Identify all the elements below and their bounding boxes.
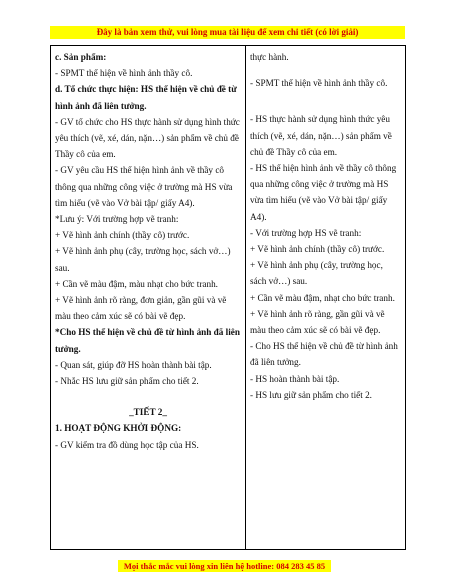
- student-activities-column: [246, 46, 406, 550]
- student-step: + Vẽ hình ảnh chính (thầy cô) trước.: [250, 244, 385, 255]
- note-heading: *Lưu ý: Với trường hợp vẽ tranh:: [55, 214, 179, 225]
- spacer: [250, 91, 401, 101]
- teacher-activities-column: [51, 46, 246, 550]
- product-heading: c. Sản phẩm:: [55, 52, 107, 62]
- warm-up-heading: 1. HOẠT ĐỘNG KHỞI ĐỘNG:: [55, 423, 182, 434]
- note-item: + Vẽ hình ảnh chính (thầy cô) trước.: [55, 230, 190, 241]
- teacher-step: - Quan sát, giúp đỡ HS hoàn thành bài tập.: [55, 359, 212, 370]
- teacher-step: - Nhắc HS lưu giữ sản phẩm cho tiết 2.: [55, 376, 199, 387]
- hotline-footer: Mọi thắc mắc vui lòng xin liên hệ hotline: 084 283 45 85: [118, 560, 331, 572]
- preview-notice-banner: Đây là bản xem thử, vui lòng mua tài liệu để xem chi tiết (có lời giải): [50, 26, 405, 39]
- student-step: - Cho HS thể hiện về chủ đề từ hình ảnh đã liên tưởng.: [250, 341, 398, 368]
- student-step: - HS hoàn thành bài tập.: [250, 373, 340, 384]
- note-item: + Cần vẽ màu đậm, màu nhạt cho bức tranh.: [55, 278, 218, 289]
- lesson-plan-table: [50, 45, 406, 550]
- spacer: [55, 389, 241, 404]
- teacher-step: - GV kiểm tra đồ dùng học tập của HS.: [55, 439, 199, 450]
- student-step: thực hành.: [250, 52, 289, 62]
- spacer: [250, 101, 401, 111]
- student-step: + Cần vẽ màu đậm, nhạt cho bức tranh.: [250, 292, 395, 303]
- note-item: + Vẽ hình ảnh phụ (cây, trường học, sách vở…) sau.: [55, 246, 231, 273]
- table-row: [51, 46, 406, 550]
- student-step: - HS thể hiện hình ảnh về thầy cô thông qua những công việc ở trường mà HS vừa tìm hiểu (vẽ vào Vở bài tập/ giấy A4).: [250, 163, 397, 222]
- teacher-step: - GV yêu cầu HS thể hiện hình ảnh về thầy cô thông qua những công việc ở trường mà HS vừa tìm hiểu (vẽ vào Vở bài tập/ giấy A4).: [55, 165, 233, 208]
- note-item: + Vẽ hình ảnh rõ ràng, đơn giản, gần gũi và vẽ màu theo cảm xúc sẽ có bài vẽ đẹp.: [55, 295, 227, 322]
- student-step: - Với trường hợp HS vẽ tranh:: [250, 227, 362, 238]
- spacer: [250, 65, 401, 75]
- student-step: + Vẽ hình ảnh rõ ràng, gần gũi và vẽ màu theo cảm xúc sẽ có bài vẽ đẹp.: [250, 308, 385, 336]
- student-step: - SPMT thể hiện về hình ảnh thầy cô.: [250, 78, 388, 89]
- teacher-step: - GV tổ chức cho HS thực hành sử dụng hình thức yêu thích (vẽ, xé, dán, nặn…) sản phẩm về chủ đề Thầy cô của em.: [55, 116, 240, 160]
- period-2-title: _TIẾT 2_: [129, 407, 167, 418]
- student-step: - HS lưu giữ sản phẩm cho tiết 2.: [250, 389, 372, 400]
- organization-heading: d. Tổ chức thực hiện: HS thể hiện về chủ đề từ hình ảnh đã liên tưởng.: [55, 84, 237, 111]
- product-text: - SPMT thể hiện về hình ảnh thầy cô.: [55, 68, 193, 79]
- practice-heading: *Cho HS thể hiện về chủ đề từ hình ảnh đã liên tưởng.: [55, 327, 240, 354]
- student-step: - HS thực hành sử dụng hình thức yêu thích (vẽ, xé, dán, nặn…) sản phẩm về chủ đề Thầy cô của em.: [250, 114, 392, 157]
- student-step: + Vẽ hình ảnh phụ (cây, trường học, sách vở…) sau.: [250, 260, 383, 287]
